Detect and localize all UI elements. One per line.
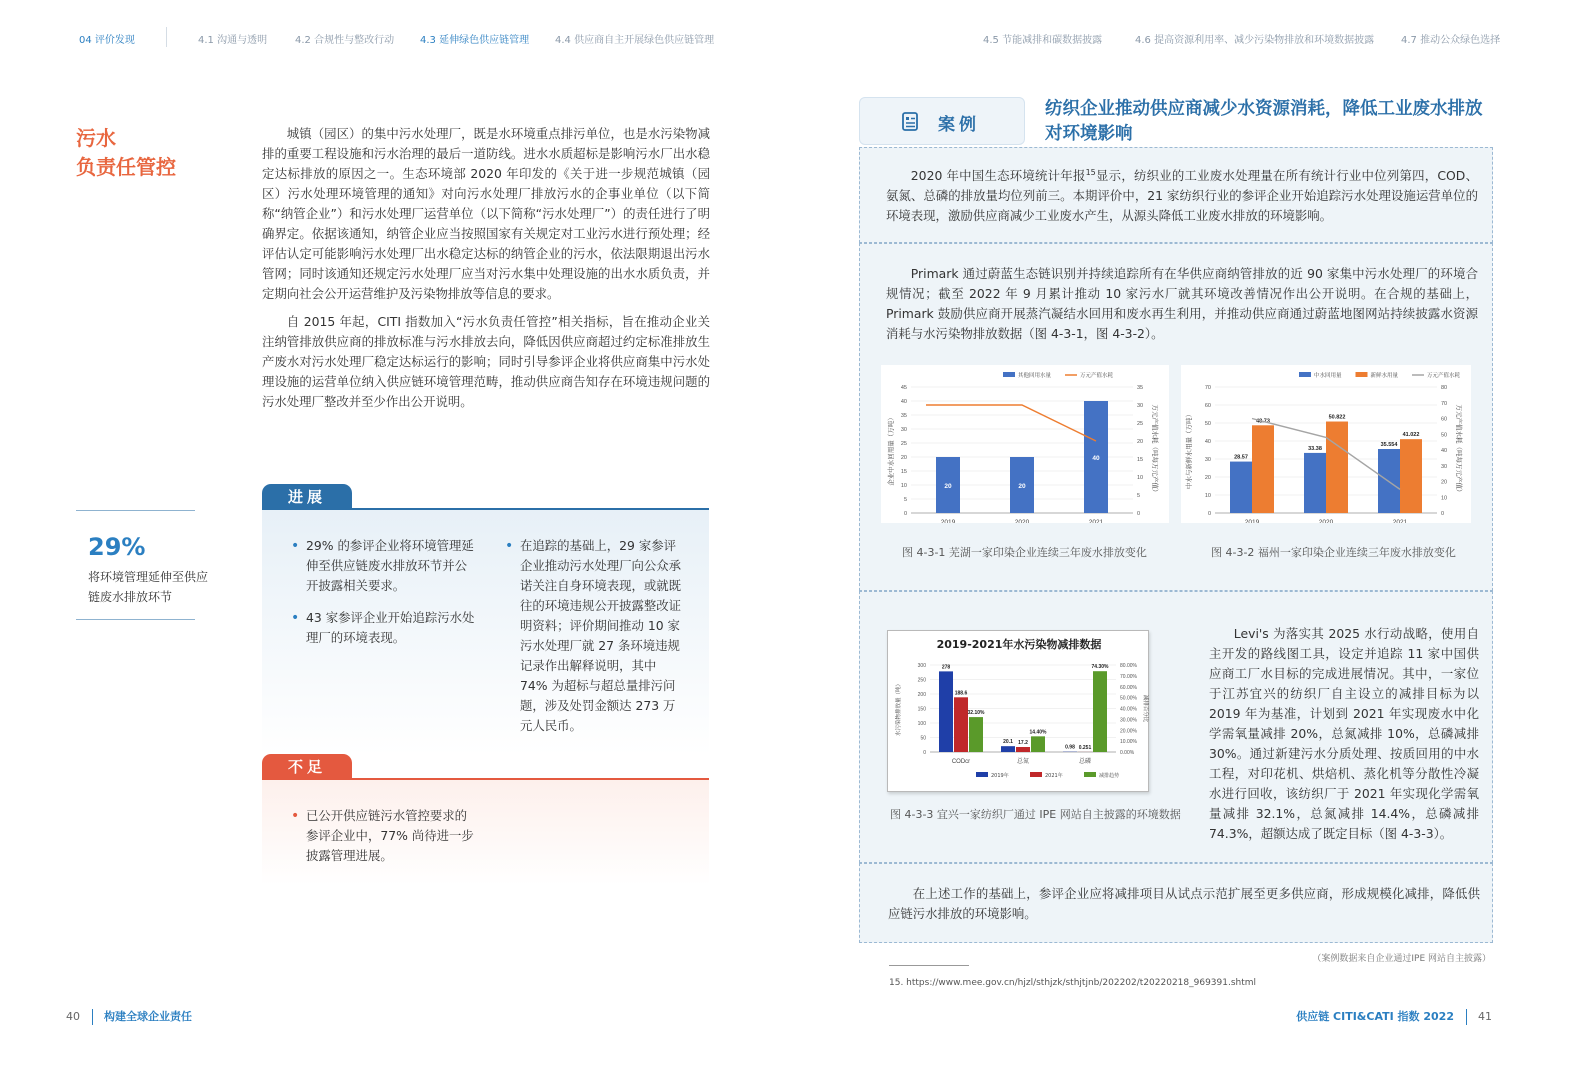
- case-label: 案例: [938, 115, 980, 135]
- y-tick-label: 60: [1204, 403, 1211, 409]
- y-tick-label: 35: [900, 413, 907, 419]
- legend-label: 2021年: [1045, 773, 1063, 779]
- y2-tick-label: 80.00%: [1120, 663, 1137, 669]
- shortfall-list: [306, 806, 478, 878]
- y-axis-title: 企业中水回用量（万吨）: [887, 414, 895, 486]
- y2-tick-label: 20: [1441, 479, 1448, 486]
- data-label: 33.38: [1308, 445, 1322, 452]
- progress-item: • 29% 的参评企业将环境管理延伸至供应链废水排放环节并公开披露相关要求。: [306, 536, 476, 596]
- nav-item-04[interactable]: 04 评价发现: [79, 35, 135, 46]
- x-tick-label: 2020: [1014, 519, 1030, 523]
- y2-tick-label: 30: [1137, 403, 1144, 409]
- y2-tick-label: 50: [1441, 432, 1448, 439]
- y2-tick-label: 0: [1137, 511, 1141, 517]
- data-label: 278: [941, 664, 951, 671]
- y-tick-label: 10: [1204, 493, 1211, 499]
- y2-tick-label: 25: [1137, 421, 1144, 427]
- case-paragraph-2: Primark 通过蔚蓝生态链识别并持续追踪所有在华供应商纳管排放的近 90 家集中污水处理厂的环境合规情况；截至 2022 年 9 月累计推动 10 家污水厂就其环境改善情况作出公开说明。在合规的基础上，Primark 鼓励供应商开展蒸汽凝结水回用和废水再生利用，并推动供应商通过蔚蓝地图网站持续披露水资源消耗与水污染物排放数据（图 4-3-1，图 4-3-2）。: [886, 266, 1478, 341]
- bar: [969, 717, 983, 752]
- stat-box: [76, 510, 209, 620]
- page-number-left: 40: [66, 1010, 80, 1023]
- y-tick-label: 45: [900, 385, 907, 391]
- data-label: 0.98: [1065, 744, 1075, 751]
- caption-4-3-2: 图 4-3-2 福州一家印染企业连续三年废水排放变化: [1211, 546, 1456, 559]
- series-line: [926, 405, 1096, 441]
- y2-tick-label: 30: [1441, 463, 1448, 470]
- y-tick-label: 50: [1204, 421, 1211, 427]
- legend-label: 中水回用量: [1314, 373, 1342, 379]
- y-tick-label: 50: [920, 735, 926, 742]
- y-tick-label: 300: [917, 663, 926, 669]
- x-tick-label: 2019: [940, 519, 956, 523]
- data-label: 17.2: [1018, 740, 1028, 747]
- section-title-line2: 负责任管控: [76, 155, 176, 179]
- y-axis-title: 中水与新鲜水用量（万吨）: [1185, 411, 1193, 489]
- footnote-ref[interactable]: 15: [1085, 168, 1096, 177]
- y-tick-label: 30: [900, 427, 907, 433]
- y-tick-label: 70: [1204, 385, 1211, 391]
- y2-tick-label: 70: [1441, 400, 1448, 407]
- y2-tick-label: 40.00%: [1120, 706, 1137, 713]
- legend-swatch: [1084, 772, 1096, 777]
- y2-tick-label: 0.00%: [1120, 750, 1135, 756]
- y2-tick-label: 0: [1441, 511, 1445, 517]
- bar: [1001, 746, 1015, 752]
- legend-label: 万元产值水耗: [1080, 373, 1114, 379]
- y2-tick-label: 35: [1137, 385, 1144, 391]
- legend-swatch: [1356, 372, 1368, 377]
- case-block-primark: [859, 243, 1493, 591]
- footnote-divider: [889, 965, 969, 966]
- case-title: 纺织企业推动供应商减少水资源消耗，降低工业废水排放对环境影响: [1045, 99, 1483, 144]
- y2-tick-label: 10: [1137, 475, 1144, 481]
- case-badge: [859, 97, 1025, 145]
- intro-paragraph-2: 自 2015 年起，CITI 指数加入“污水负责任管控”相关指标，旨在推动企业关注纳管排放供应商的排放标准与污水排放去向，降低因供应商超过约定标准排放生产废水对污水处理厂稳定达标运行的影响；同时引导参评企业将供应商集中污水处理设施的运营单位纳入供应链环境管理范畴，推动供应商告知存在环境违规问题的污水处理厂整改并至少作出公开说明。: [262, 314, 710, 409]
- nav-item-4-7[interactable]: 4.7 推动公众绿色选择: [1401, 35, 1501, 46]
- top-nav: [0, 31, 1587, 47]
- case-block-intro: [859, 147, 1493, 243]
- shortfall-item: • 已公开供应链污水管控要求的参评企业中，77% 尚待进一步披露管理进展。: [306, 806, 478, 866]
- y2-tick-label: 20: [1137, 439, 1144, 445]
- y2-tick-label: 15: [1137, 457, 1144, 463]
- y-tick-label: 40: [1204, 439, 1211, 445]
- y2-tick-label: 5: [1137, 493, 1141, 499]
- source-note: （案例数据来自企业通过IPE 网站自主披露）: [1312, 954, 1491, 964]
- legend-label: 其他回用水量: [1018, 373, 1052, 379]
- nav-item-4-2[interactable]: 4.2 合规性与整改行动: [295, 35, 395, 46]
- data-label: 28.57: [1234, 454, 1248, 461]
- y-tick-label: 5: [903, 497, 907, 503]
- progress-list-1: [306, 536, 476, 660]
- data-label: 0.251: [1078, 744, 1092, 751]
- bar: [1326, 422, 1348, 513]
- footer-brand-right: 供应链 CITI&CATI 指数 2022: [1296, 1010, 1454, 1023]
- bar: [1400, 439, 1422, 513]
- y2-tick-label: 30.00%: [1120, 717, 1137, 724]
- bar: [1016, 747, 1030, 752]
- y-tick-label: 0: [903, 511, 907, 517]
- y2-tick-label: 60: [1441, 416, 1448, 423]
- progress-header: [262, 484, 709, 510]
- bar: [939, 671, 953, 752]
- y2-tick-label: 80: [1441, 385, 1448, 391]
- data-label: 188.6: [954, 690, 968, 697]
- bar: [1304, 453, 1326, 513]
- bar: [1031, 736, 1045, 752]
- legend-label: 2019年: [991, 773, 1009, 779]
- legend-swatch: [1003, 372, 1015, 377]
- y-tick-label: 100: [917, 721, 926, 727]
- document-icon: [902, 112, 920, 132]
- legend-label: 万元产值水耗: [1427, 373, 1461, 379]
- y-tick-label: 0: [923, 750, 926, 756]
- section-title-line1: 污水: [76, 126, 116, 150]
- data-label: 20: [1018, 483, 1026, 490]
- legend-label: 新鲜水用量: [1370, 373, 1399, 379]
- progress-tag: 进展: [262, 484, 352, 510]
- y-tick-label: 15: [900, 469, 907, 475]
- case-paragraph-1-a: 2020 年中国生态环境统计年报: [910, 168, 1086, 184]
- x-tick-label: 2019: [1244, 519, 1260, 523]
- data-label: 35.554: [1380, 442, 1398, 449]
- x-tick-label: 2021: [1392, 519, 1408, 523]
- y-tick-label: 150: [917, 706, 926, 713]
- x-tick-label: 2020: [1318, 519, 1334, 523]
- footer-left: [66, 1008, 192, 1025]
- chart-title: 2019-2021年水污染物减排数据: [936, 638, 1102, 651]
- footer-brand-left: 构建全球企业责任: [104, 1010, 192, 1023]
- caption-4-3-3: 图 4-3-3 宜兴一家纺织厂通过 IPE 网站自主披露的环境数据: [890, 808, 1181, 821]
- y-tick-label: 20: [1204, 475, 1211, 481]
- nav-item-4-1[interactable]: 4.1 沟通与透明: [198, 35, 268, 46]
- progress-item: • 在追踪的基础上，29 家参评企业推动污水处理厂向公众承诺关注自身环境表现，或就既往的环境违规公开披露整改证明资料；评价期间推动 10 家污水处理厂就 27 条环境违规记录作出解释说明，其中 74% 为超标与超总量排污问题，涉及处罚金额达 273 万元人民币。: [520, 536, 685, 736]
- y2-tick-label: 60.00%: [1120, 684, 1137, 691]
- case-paragraph-4: 在上述工作的基础上，参评企业应将减排项目从试点示范扩展至更多供应商，形成规模化减排，降低供应链污水排放的环境影响。: [888, 886, 1480, 921]
- y2-axis-title: 万元产值水耗（吨每万元产值）: [1151, 404, 1159, 496]
- case-paragraph-1: [886, 163, 1478, 226]
- data-label: 20: [944, 483, 952, 490]
- intro-text: [262, 124, 710, 412]
- page-number-right: 41: [1478, 1010, 1492, 1023]
- data-label: 48.73: [1256, 418, 1270, 425]
- chart-4-3-3: [887, 630, 1149, 792]
- y-tick-label: 25: [900, 441, 907, 447]
- data-label: 74.30%: [1091, 664, 1109, 671]
- chart-4-3-3-svg: [888, 631, 1150, 793]
- stat-description: 将环境管理延伸至供应链废水排放环节: [88, 570, 209, 604]
- bar: [954, 697, 968, 752]
- legend-swatch: [1030, 772, 1042, 777]
- y2-axis-title: 减排百分比: [1142, 694, 1148, 723]
- progress-panel: [262, 510, 709, 755]
- y-tick-label: 20: [900, 455, 907, 461]
- section-title: [76, 124, 176, 182]
- case-block-conclusion: [859, 863, 1493, 943]
- y2-tick-label: 20.00%: [1120, 728, 1137, 735]
- footer-right: [1296, 1008, 1492, 1025]
- chart-4-3-2-svg: [1181, 365, 1471, 523]
- shortfall-header: [262, 754, 709, 780]
- y-tick-label: 0: [1207, 511, 1211, 517]
- x-tick-label: 总氮: [1016, 759, 1030, 765]
- nav-item-4-3[interactable]: 4.3 延伸绿色供应链管理: [420, 35, 530, 46]
- data-label: 50.822: [1328, 414, 1346, 421]
- chart-4-3-1: [881, 365, 1169, 523]
- footnote[interactable]: 15. https://www.mee.gov.cn/hjzl/sthjzk/sthjtjnb/202202/t20220218_969391.shtml: [889, 978, 1257, 988]
- nav-item-4-4[interactable]: 4.4 供应商自主开展绿色供应链管理: [555, 35, 715, 46]
- y-tick-label: 30: [1204, 457, 1211, 463]
- case-paragraph-1-b: 显示，纺织业的工业废水处理量在所有统计行业中位列第四，COD、氨氮、总磷的排放量均位列前三。本期评价中，21 家纺织行业的参评企业开始追踪污水处理设施运营单位的环境表现，激励供应商减少工业废水产生，从源头降低工业废水排放的环境影响。: [886, 168, 1478, 224]
- legend-swatch: [976, 772, 988, 777]
- y2-tick-label: 70.00%: [1120, 673, 1137, 680]
- nav-item-4-6[interactable]: 4.6 提高资源利用率、减少污染物排放和环境数据披露: [1135, 35, 1375, 46]
- data-label: 20.1: [1003, 739, 1013, 746]
- y2-tick-label: 10: [1441, 495, 1448, 502]
- legend-swatch: [1299, 372, 1311, 377]
- bar: [1252, 425, 1274, 513]
- chart-4-3-1-svg: [881, 365, 1169, 523]
- data-label: 32.10%: [967, 710, 985, 717]
- data-label: 40: [1092, 455, 1100, 462]
- y2-tick-label: 10.00%: [1120, 739, 1137, 746]
- caption-4-3-1: 图 4-3-1 芜湖一家印染企业连续三年废水排放变化: [902, 546, 1147, 559]
- y-tick-label: 250: [917, 677, 926, 684]
- x-tick-label: 总磷: [1078, 759, 1092, 765]
- data-label: 14.40%: [1029, 729, 1047, 736]
- y-axis-title: 水污染物排放量（吨）: [896, 680, 902, 737]
- case-block-levis: [859, 591, 1493, 863]
- legend-label: 减排趋势: [1099, 773, 1120, 779]
- shortfall-tag: 不足: [262, 754, 352, 780]
- x-tick-label: CODcr: [951, 759, 971, 765]
- case-paragraph-3: Levi's 为落实其 2025 水行动战略，使用自主开发的路线图工具，设定并追踪 11 家中国供应商工厂水目标的完成进展情况。其中，一家位于江苏宜兴的纺织厂自主设立的减排目标为以 2019 年为基准，计划到 2021 年实现废水中化学需氧量减排 20%，总氮减排 10%，总磷减排 30%。通过新建污水分质处理、按质回用的中水工程，对印花机、烘焙机、蒸化机等分散性冷凝水进行回收，该纺织厂于 2021 年实现化学需氧量减排 32.1%，总氮减排 14.4%，总磷减排 74.3%，超额达成了既定目标（图 4-3-3）。: [1209, 626, 1479, 841]
- y-tick-label: 10: [900, 483, 907, 489]
- progress-item: • 43 家参评企业开始追踪污水处理厂的环境表现。: [306, 608, 476, 648]
- y2-axis-title: 万元产值水耗（吨每万元产值）: [1455, 404, 1463, 496]
- stat-percent: 29%: [88, 533, 146, 561]
- progress-list-2: [520, 536, 685, 748]
- y-tick-label: 40: [900, 399, 907, 405]
- data-label: 41.022: [1402, 432, 1420, 439]
- nav-item-4-5[interactable]: 4.5 节能减排和碳数据披露: [983, 35, 1103, 46]
- x-tick-label: 2021: [1088, 519, 1104, 523]
- y2-tick-label: 40: [1441, 448, 1448, 454]
- y-tick-label: 200: [917, 692, 926, 698]
- bar: [1230, 462, 1252, 513]
- bar: [1093, 671, 1107, 752]
- shortfall-panel: [262, 780, 709, 885]
- y2-tick-label: 50.00%: [1120, 695, 1137, 702]
- intro-paragraph-1: 城镇（园区）的集中污水处理厂，既是水环境重点排污单位，也是水污染物减排的重要工程设施和污水治理的最后一道防线。进水水质超标是影响污水厂出水稳定达标排放的原因之一。生态环境部 2020 年印发的《关于进一步规范城镇（园区）污水处理环境管理的通知》对向污水处理厂排放污水的企事业单位（以下简称“纳管企业”）和污水处理厂运营单位（以下简称“污水处理厂”）的责任进行了明确界定。依据该通知，纳管企业应当按照国家有关规定对工业污水进行预处理；经评估认定可能影响污水处理厂出水稳定达标的纳管企业的污水，依法限期退出污水管网；同时该通知还规定污水处理厂应当对污水集中处理设施的出水水质负责，并定期向社会公开运营维护及污染物排放等信息的要求。: [262, 126, 710, 301]
- chart-4-3-2: [1181, 365, 1471, 523]
